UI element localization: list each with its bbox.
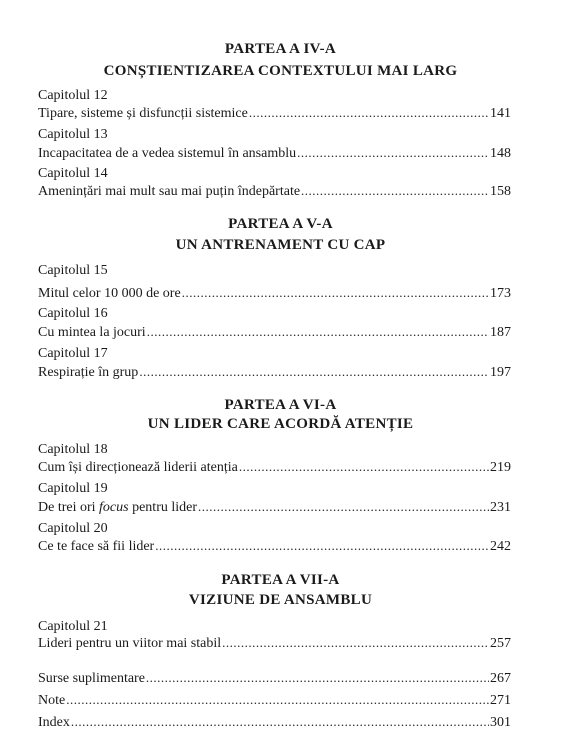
part-7-subtitle: VIZIUNE DE ANSAMBLU xyxy=(188,592,373,608)
toc-entry-title: Ce te face să fii lider xyxy=(38,539,155,554)
chapter-13-label: Capitolul 13 xyxy=(38,127,108,142)
toc-entry-title: Tipare, sisteme și disfuncții sistemice xyxy=(38,106,248,121)
toc-entry-page: 219 xyxy=(490,460,511,475)
toc-entry-title-start: De trei ori xyxy=(38,500,100,515)
dot-leader xyxy=(147,323,489,341)
toc-entry-chapter-20[interactable] xyxy=(38,537,511,555)
toc-entry-page: 141 xyxy=(490,106,511,121)
part-7-heading: PARTEA A VII-A xyxy=(221,572,340,588)
toc-entry-chapter-12[interactable] xyxy=(38,104,511,122)
part-6-heading: PARTEA A VI-A xyxy=(224,397,337,413)
toc-entry-chapter-19[interactable] xyxy=(38,498,511,516)
chapter-20-label: Capitolul 20 xyxy=(38,521,108,536)
dot-leader xyxy=(139,363,489,381)
toc-entry-page: 231 xyxy=(490,500,511,515)
dot-leader xyxy=(66,691,489,709)
toc-entry-title: Respirație în grup xyxy=(38,365,139,380)
dot-leader xyxy=(297,144,489,162)
toc-entry-chapter-15[interactable] xyxy=(38,284,511,302)
toc-entry-chapter-17[interactable] xyxy=(38,363,511,381)
toc-entry-page: 148 xyxy=(490,146,511,161)
dot-leader xyxy=(146,669,489,687)
toc-entry-page: 267 xyxy=(490,671,511,686)
toc-entry-chapter-13[interactable] xyxy=(38,144,511,162)
dot-leader xyxy=(301,182,489,200)
toc-entry-chapter-14[interactable] xyxy=(38,182,511,200)
toc-entry-title: Amenințări mai mult sau mai puțin îndepărtate xyxy=(38,184,301,199)
toc-entry-title: Mitul celor 10 000 de ore xyxy=(38,286,181,301)
toc-entry-index[interactable] xyxy=(38,713,511,731)
toc-entry-page: 257 xyxy=(490,636,511,651)
dot-leader xyxy=(222,634,489,652)
toc-entry-title-italic: focus xyxy=(99,500,129,515)
toc-entry-page: 271 xyxy=(490,693,511,708)
dot-leader xyxy=(71,713,489,731)
toc-entry-chapter-16[interactable] xyxy=(38,323,511,341)
toc-entry-chapter-18[interactable] xyxy=(38,458,511,476)
chapter-14-label: Capitolul 14 xyxy=(38,166,108,181)
dot-leader xyxy=(155,537,489,555)
toc-entry-title: Surse suplimentare xyxy=(38,671,145,686)
toc-entry-page: 242 xyxy=(490,539,511,554)
toc-entry-surse-suplimentare[interactable] xyxy=(38,669,511,687)
toc-entry-title: Cu mintea la jocuri xyxy=(38,325,146,340)
chapter-18-label: Capitolul 18 xyxy=(38,442,108,457)
dot-leader xyxy=(239,458,489,476)
part-4-subtitle: CONȘTIENTIZAREA CONTEXTULUI MAI LARG xyxy=(103,63,458,79)
toc-entry-chapter-21[interactable] xyxy=(38,634,511,652)
chapter-19-label: Capitolul 19 xyxy=(38,481,108,496)
toc-entry-title: Index xyxy=(38,715,70,730)
chapter-17-label: Capitolul 17 xyxy=(38,346,108,361)
toc-entry-title xyxy=(38,499,197,517)
chapter-16-label: Capitolul 16 xyxy=(38,306,108,321)
chapter-21-label: Capitolul 21 xyxy=(38,619,108,634)
toc-entry-title: Cum își direcționează liderii atenția xyxy=(38,460,238,475)
part-6-subtitle: UN LIDER CARE ACORDĂ ATENȚIE xyxy=(147,416,414,432)
dot-leader xyxy=(182,284,489,302)
toc-entry-note[interactable] xyxy=(38,691,511,709)
toc-entry-page: 158 xyxy=(490,184,511,199)
toc-entry-title: Note xyxy=(38,693,66,708)
part-5-subtitle: UN ANTRENAMENT CU CAP xyxy=(175,237,386,253)
toc-entry-title: Incapacitatea de a vedea sistemul în ansamblu xyxy=(38,146,297,161)
part-5-heading: PARTEA A V-A xyxy=(228,216,333,232)
part-4-heading: PARTEA A IV-A xyxy=(224,41,337,57)
toc-entry-title: Lideri pentru un viitor mai stabil xyxy=(38,636,222,651)
chapter-15-label: Capitolul 15 xyxy=(38,263,108,278)
toc-entry-page: 197 xyxy=(490,365,511,380)
dot-leader xyxy=(249,104,489,122)
chapter-12-label: Capitolul 12 xyxy=(38,88,108,103)
toc-entry-page: 187 xyxy=(490,325,511,340)
dot-leader xyxy=(198,498,489,516)
toc-entry-title-end: pentru lider xyxy=(128,500,198,515)
toc-entry-page: 301 xyxy=(490,715,511,730)
toc-entry-page: 173 xyxy=(490,286,511,301)
